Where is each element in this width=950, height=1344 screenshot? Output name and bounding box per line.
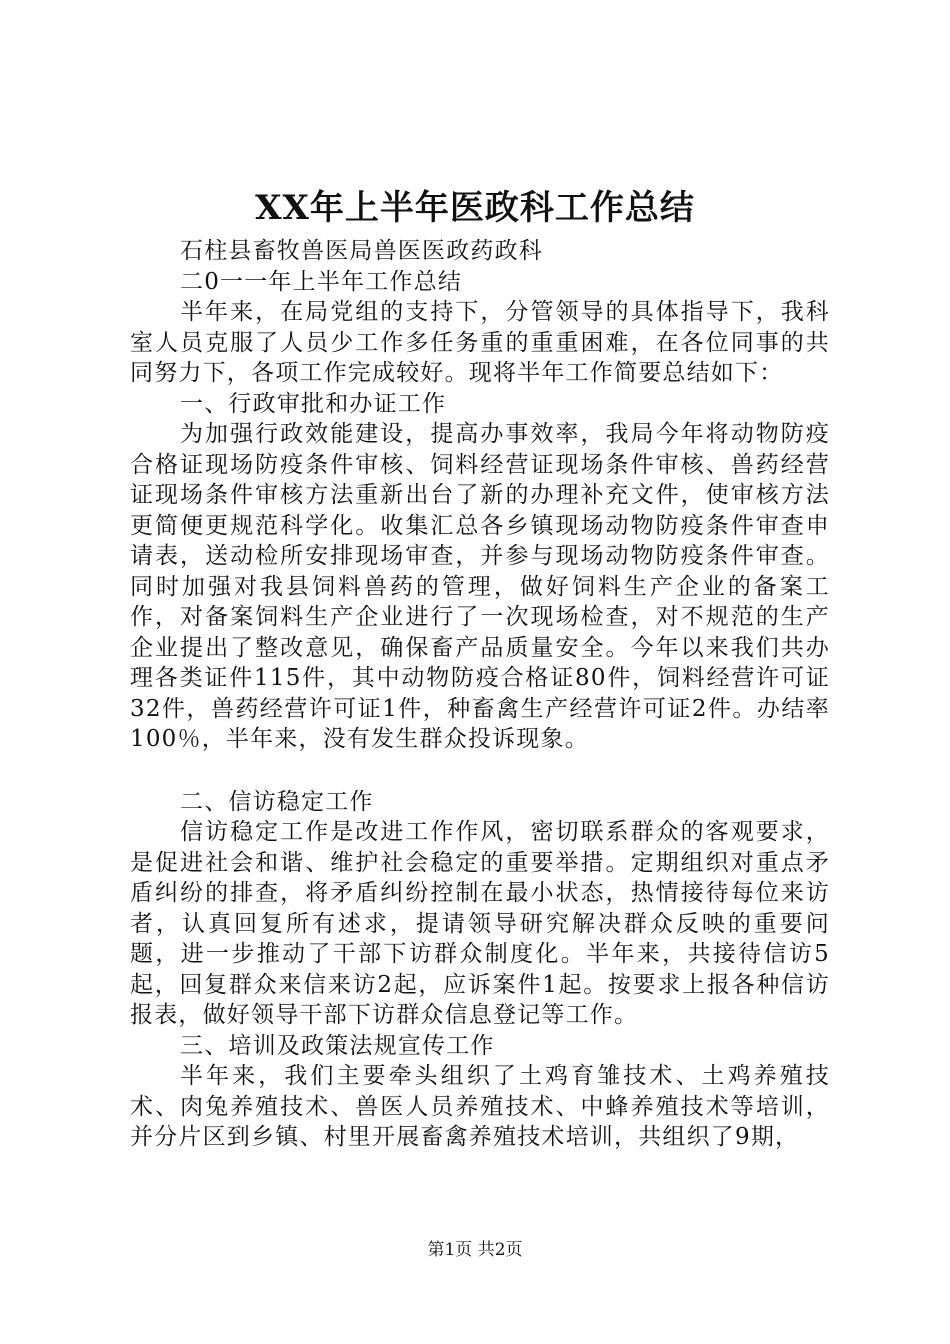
section-heading: 一、行政审批和办证工作 (180, 390, 447, 417)
section-paragraph: 信访稳定工作是改进工作作风，密切联系群众的客观要求，是促进社会和谐、维护社会稳定的重要举措。定期组织对重点矛盾纠纷的排查，将矛盾纠纷控制在最小状态，热情接待每位来访者，认真回复所有述求，提请领导研究解决群众反映的重要问题，进一步推动了干部下访群众制度化。半年来，共接待信访5起，回复群众来信来访2起，应诉案件1起。按要求上报各种信访报表，做好领导干部下访群众信息登记等工作。 (130, 819, 830, 1028)
section-heading: 三、培训及政策法规宣传工作 (180, 1032, 495, 1059)
subtitle-line: 二0一一年上半年工作总结 (180, 268, 463, 295)
document-title: XX年上半年医政科工作总结 (255, 188, 695, 228)
org-line: 石柱县畜牧兽医局兽医医政药政科 (180, 238, 543, 264)
section-paragraph: 半年来，我们主要牵头组织了土鸡育雏技术、土鸡养殖技术、肉兔养殖技术、兽医人员养殖技术、中蜂养殖技术等培训，并分片区到乡镇、村里开展畜禽养殖技术培训，共组织了9期， (130, 1063, 830, 1150)
page-footer: 第1页 共2页 (427, 1240, 523, 1260)
intro-paragraph: 半年来，在局党组的支持下，分管领导的具体指导下，我科室人员克服了人员少工作多任务重的重重困难，在各位同事的共同努力下，各项工作完成较好。现将半年工作简要总结如下： (130, 299, 830, 386)
section-paragraph: 为加强行政效能建设，提高办事效率，我局今年将动物防疫合格证现场防疫条件审核、饲料经营证现场条件审核、兽药经营证现场条件审核方法重新出台了新的办理补充文件，使审核方法更简便更规范科学化。收集汇总各乡镇现场动物防疫条件审查申请表，送动检所安排现场审查，并参与现场动物防疫条件审查。同时加强对我县饲料兽药的管理，做好饲料生产企业的备案工作，对备案饲料生产企业进行了一次现场检查，对不规范的生产企业提出了整改意见，确保畜产品质量安全。今年以来我们共办理各类证件115件，其中动物防疫合格证80件，饲料经营许可证32件，兽药经营许可证1件，种畜禽生产经营许可证2件。办结率100％，半年来，没有发生群众投诉现象。 (130, 421, 830, 752)
document-body (130, 236, 830, 1153)
section-heading: 二、信访稳定工作 (180, 788, 374, 815)
paragraph-spacer (130, 755, 830, 787)
